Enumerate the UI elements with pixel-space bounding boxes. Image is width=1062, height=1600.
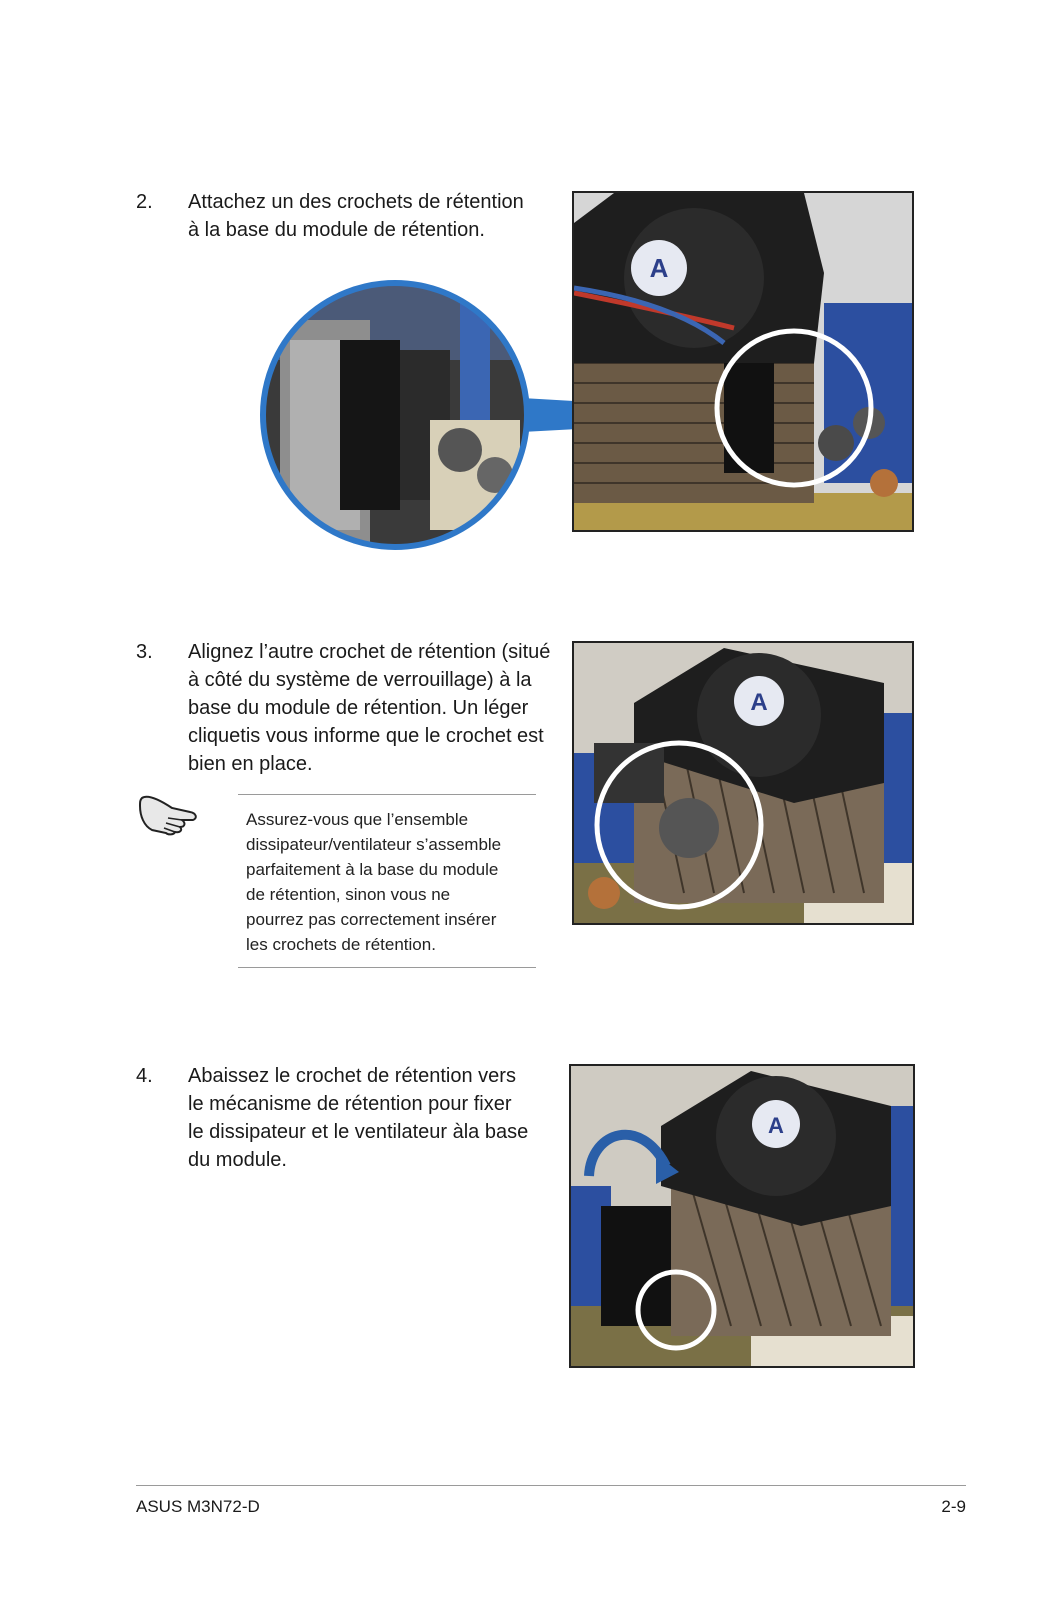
hand-pointing-icon [138,790,200,836]
svg-text:A: A [649,253,669,283]
footer-product-name: ASUS M3N72-D [136,1497,260,1516]
step-number: 3. [136,641,153,663]
svg-text:A: A [750,689,768,716]
footer-page-number: 2-9 [941,1497,966,1516]
svg-text:A: A [768,1113,784,1138]
step-text: Alignez l’autre crochet de rétention (situé à côté du système de verrouillage) à la base du module de rétention. Un léger cliquetis vous informe que le crochet est bien en place. [188,641,551,775]
note-text: Assurez-vous que l’ensemble dissipateur/ventilateur s’assemble parfaitement à la base du module de rétention, sinon vous ne pourrez pas correctement insérer les crochets de rétention. [246,810,502,954]
cpu-fan-photo-step-3 [572,641,914,925]
step-text: Abaissez le crochet de rétention vers le mécanisme de rétention pour fixer le dissipateur et le ventilateur àla base du module. [188,1065,529,1171]
step-number: 2. [136,191,153,213]
step-number: 4. [136,1065,153,1087]
step-text: Attachez un des crochets de rétention à la base du module de rétention. [188,191,524,241]
footer-divider [136,1485,966,1486]
note-box [238,794,536,968]
cpu-fan-photo-step-4 [569,1064,915,1368]
cpu-fan-photo-step-2 [572,191,914,532]
